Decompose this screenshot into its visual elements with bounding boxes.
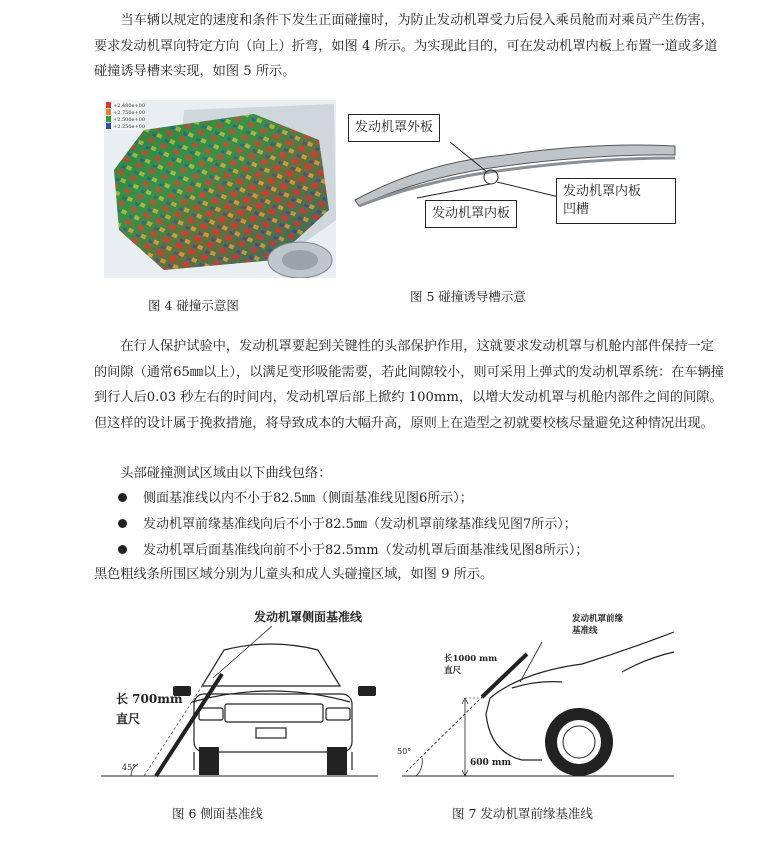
side-reference-line-title: 发动机罩侧面基准线 bbox=[254, 610, 363, 624]
label-groove-line-1: 发动机罩内板 bbox=[563, 184, 642, 199]
paragraph-4: 黑色粗线条所围区域分别为儿童头和成人头碰撞区域，如图 9 所示。 bbox=[94, 567, 494, 582]
label-hood-inner-panel: 发动机罩内板 bbox=[425, 200, 517, 228]
bullet-text: 发动机罩前缘基准线向后不小于82.5㎜（发动机罩前缘基准线见图7所示）； bbox=[143, 517, 577, 532]
legend-value-2: +2.750e+00 bbox=[113, 110, 146, 116]
bullet-item-3 bbox=[118, 539, 588, 563]
height-600-label: 600 mm bbox=[470, 758, 511, 768]
angle-50-label: 50° bbox=[397, 747, 412, 756]
legend-value-4: +2.250e+00 bbox=[113, 124, 146, 130]
paragraph-2: 在行人保护试验中，发动机罩要起到关键性的头部保护作用，这就要求发动机罩与机舱内部件保持一定的间隙（通常65㎜以上），以满足变形吸能需要，若此间隙较小，则可采用上弹式的发动机罩系统：在车辆撞到行人后0.03 秒左右的时间内，发动机罩后部上掀约 100mm，以增大发动机罩与机舱内部件之间的间隙。但这样的设计属于挽救措施，将导致成本的大幅升高，原则上在造型之初就要校核尽量避免这种情况出现。 bbox=[94, 339, 724, 431]
figure-7-caption: 图 7 发动机罩前缘基准线 bbox=[452, 806, 593, 821]
angle-45-label: 45° bbox=[122, 763, 137, 772]
figure-4-crash-simulation bbox=[104, 100, 336, 278]
paragraph-1: 当车辆以规定的速度和条件下发生正面碰撞时，为防止发动机罩受力后侵入乘员舱而对乘员产生伤害，要求发动机罩向特定方向（向上）折弯，如图 4 所示。为实现此目的，可在发动机罩内板上布置一道或多道碰撞诱导槽来实现，如图 5 所示。 bbox=[94, 13, 718, 79]
front-edge-line-title-1: 发动机罩前缘 bbox=[572, 614, 624, 624]
label-hood-outer-panel: 发动机罩外板 bbox=[348, 114, 440, 142]
label-groove-line-2: 凹槽 bbox=[563, 202, 590, 217]
ruler-length-label: 长1000 mm bbox=[444, 654, 498, 664]
bullet-dot bbox=[118, 545, 127, 554]
bullet-item-2 bbox=[118, 513, 577, 537]
figure-5-hood-groove bbox=[345, 100, 680, 248]
bullet-text: 发动机罩后面基准线向前不小于82.5mm（发动机罩后面基准线见图8所示）； bbox=[143, 543, 589, 558]
bullet-item-1 bbox=[118, 487, 473, 511]
paragraph-3: 头部碰撞测试区域由以下曲线包络： bbox=[120, 466, 332, 481]
ruler-label: 直尺 bbox=[444, 666, 462, 676]
bullet-dot bbox=[118, 493, 127, 502]
ruler-length-label: 长 700mm bbox=[116, 692, 183, 706]
figure-5-caption: 图 5 碰撞诱导槽示意 bbox=[410, 289, 526, 304]
legend-value-3: +2.500e+00 bbox=[113, 117, 146, 123]
figure-6-side-reference-line bbox=[96, 602, 396, 792]
car-side-view-drawing bbox=[392, 602, 682, 792]
bullet-text: 侧面基准线以内不小于82.5㎜（侧面基准线见图6所示）； bbox=[143, 491, 473, 506]
figure-7-hood-front-edge-line bbox=[392, 602, 682, 792]
figure-6-caption: 图 6 侧面基准线 bbox=[172, 806, 263, 821]
front-edge-line-title-2: 基准线 bbox=[572, 626, 598, 636]
legend-value-1: +2.480e+00 bbox=[113, 103, 146, 109]
figure-4-caption: 图 4 碰撞示意图 bbox=[148, 298, 239, 313]
label-inner-panel-groove bbox=[556, 178, 676, 224]
crash-simulation-image bbox=[104, 100, 336, 278]
bullet-dot bbox=[118, 519, 127, 528]
ruler-label: 直尺 bbox=[116, 712, 141, 726]
